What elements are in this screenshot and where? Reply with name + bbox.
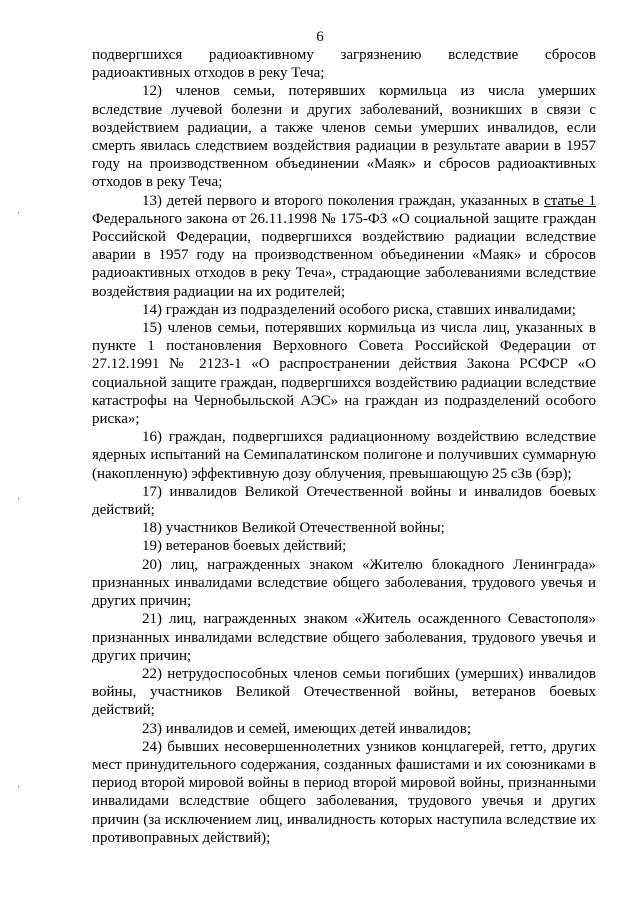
item-13-text-start: 13) детей первого и второго поколения граждан, указанных в [142, 192, 545, 209]
page-number: 6 [316, 29, 324, 45]
list-item-20: 20) лиц, награжденных знаком «Жителю блокадного Ленинграда» признанных инвалидами вследствие общего заболевания, трудового увечья и других причин; [92, 556, 596, 610]
item-13-text-end: Федерального закона от 26.11.1998 № 175-ФЗ «О социальной защите граждан Российской Федерации, подвергшихся воздействию радиации вследствие аварии в 1957 году на производственном объединении «Маяк» и сбросов радиоактивных отходов в реку Теча», страдающие заболеваниями вследствие воздействия радиации на их родителей; [92, 210, 596, 300]
margin-mark: ˌ [17, 203, 21, 214]
list-item-21: 21) лиц, награжденных знаком «Житель осажденного Севастополя» признанных инвалидами вследствие общего заболевания, трудового увечья и других причин; [92, 611, 596, 664]
list-item-17: 17) инвалидов Великой Отечественной войны и инвалидов боевых действий; [92, 483, 596, 519]
list-item-18: 18) участников Великой Отечественной войны; [142, 520, 445, 537]
list-item-16: 16) граждан, подвергшихся радиационному воздействию вследствие ядерных испытаний на Семипалатинском полигоне и получивших суммарную (накопленную) эффективную дозу облучения, превышающую 25 сЗв (бэр); [92, 429, 596, 482]
list-item-24: 24) бывших несовершеннолетних узников концлагерей, гетто, других мест принудительного содержания, созданных фашистами и их союзниками в период второй мировой войны в период второй мировой войны, признанными инвалидами вследствие общего заболевания, трудового увечья и других причин (за исключением лиц, инвалидность которых наступила вследствие их противоправных действий); [92, 738, 596, 846]
list-item-12: 12) членов семьи, потерявших кормильца из числа умерших вследствие лучевой болезни и других заболеваний, возникших в связи с воздействием радиации, а также членов семьи умерших инвалидов, если смерть явилась следствием воздействия радиации в результате аварии в 1957 году на производственном объединении «Маяк» и сбросов радиоактивных отходов в реку Теча; [92, 83, 596, 191]
article-1-link[interactable]: статье 1 [544, 192, 596, 209]
list-item-13 [92, 192, 596, 301]
list-item-14: 14) граждан из подразделений особого риска, ставших инвалидами; [142, 301, 576, 318]
list-item-22: 22) нетрудоспособных членов семьи погибших (умерших) инвалидов войны, участников Великой Отечественной войны, ветеранов боевых действий; [92, 665, 596, 719]
list-item-continuation: подвергшихся радиоактивному загрязнению вследствие сбросов радиоактивных отходов в реку Теча; [92, 47, 596, 82]
list-item-19: 19) ветеранов боевых действий; [142, 538, 347, 555]
list-item-23: 23) инвалидов и семей, имеющих детей инвалидов; [142, 720, 472, 737]
list-item-15: 15) членов семьи, потерявших кормильца из числа лиц, указанных в пункте 1 постановления Верховного Совета Российской Федерации от 27.12.1991 № 2123-1 «О распространении действия Закона РСФСР «О социальной защите граждан, подвергшихся воздействию радиации вследствие катастрофы на Чернобыльской АЭС» на граждан из подразделений особого риска»; [92, 320, 596, 428]
margin-mark: ˌ [17, 489, 21, 500]
document-body [92, 46, 596, 847]
margin-mark: ˌ [17, 777, 21, 788]
